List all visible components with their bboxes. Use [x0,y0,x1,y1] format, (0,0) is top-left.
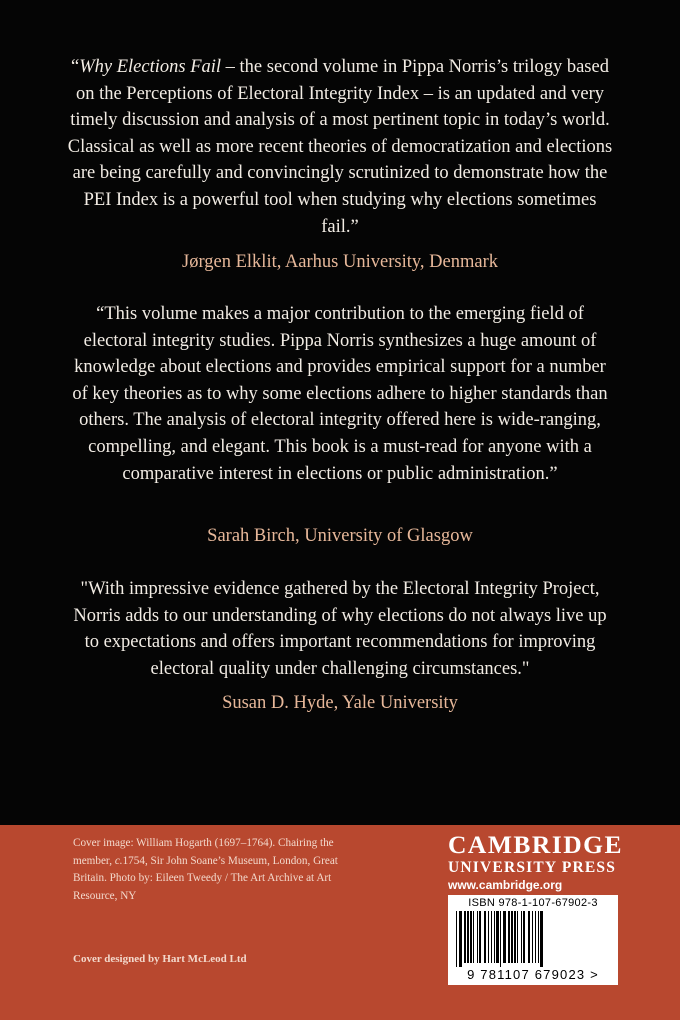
cover-image-credit [73,835,343,905]
footer-band [0,825,680,1020]
barcode-bar [500,911,501,967]
barcode-bar [470,911,472,963]
barcode-digits: 9 781107 679023 > [467,967,599,982]
review-attribution-2: Sarah Birch, University of Glasgow [207,526,473,546]
quote-text: – the second volume in Pippa Norris’s trilogy based on the Perceptions of Electoral Integrity Index – is an updated and very timely discussion and analysis of a most pertinent topic in today’s world. Classical as well as more recent theories of democratization and elections are being carefully and convincingly scrutinized to demonstrate how the PEI Index is a powerful tool when studying why elections sometimes fail.” [67,57,613,237]
barcode-bar [467,911,469,963]
barcode-bar [521,911,522,963]
barcode-bar [514,911,516,963]
barcode-bar [528,911,530,963]
credit-text-1: Cover image: William Hogarth (1697–1764). Chairing the member, [73,837,334,867]
barcode-bar [503,911,506,963]
review-attribution-3: Susan D. Hyde, Yale University [222,693,458,713]
barcode-bar [479,911,481,963]
publisher-url: www.cambridge.org [448,878,563,892]
barcode-bars [456,911,610,967]
barcode-bar [517,911,518,963]
book-title: Why Elections Fail [79,57,222,77]
barcode-bar [496,911,499,963]
barcode-bar [477,911,478,963]
barcode-bar [488,911,489,963]
review-quote-2: “This volume makes a major contribution to the emerging field of electoral integrity studies. Pippa Norris synthesizes a huge amount of knowledge about elections and provides empirical support for a number of key theories as to why some elections adhere to higher standards than others. The analysis of electoral integrity offered here is wide-ranging, compelling, and elegant. This book is a must-read for anyone with a comparative interest in elections or public administration.” [72,304,608,484]
barcode-bar [508,911,510,963]
barcode-bar [484,911,486,963]
barcode-bar [494,911,495,963]
barcode-bar [532,911,533,963]
barcode-bar [459,911,462,967]
barcode-bar [473,911,474,963]
publisher-logo [448,830,624,894]
barcode-bar [511,911,513,963]
publisher-name-line1: CAMBRIDGE [448,830,624,859]
isbn-label: ISBN 978-1-107-67902-3 [468,897,598,909]
designer-credit: Cover designed by Hart McLeod Ltd [73,953,247,965]
isbn-barcode [448,895,618,985]
open-quote-mark: “ [71,57,80,77]
review-quote-3: "With impressive evidence gathered by the Electoral Integrity Project, Norris adds to our understanding of why elections do not always live up to expectations and offers important recommendations for improving electoral quality under challenging circumstances." [73,579,607,679]
credit-text-2: 1754, Sir John Soane’s Museum, London, Great Britain. Photo by: Eileen Tweedy / The Art Archive at Art Resource, NY [73,854,338,902]
review-attribution-1: Jørgen Elklit, Aarhus University, Denmark [182,252,498,272]
barcode-bar [535,911,536,963]
credit-circa: c. [114,854,123,867]
publisher-name-line2: UNIVERSITY PRESS [448,859,617,876]
barcode-bar [538,911,539,963]
barcode-bar [491,911,492,963]
barcode-bar [540,911,543,967]
barcode-bar [456,911,457,967]
barcode-bar [523,911,525,963]
review-quote-1 [66,54,614,240]
barcode-bar [464,911,466,963]
